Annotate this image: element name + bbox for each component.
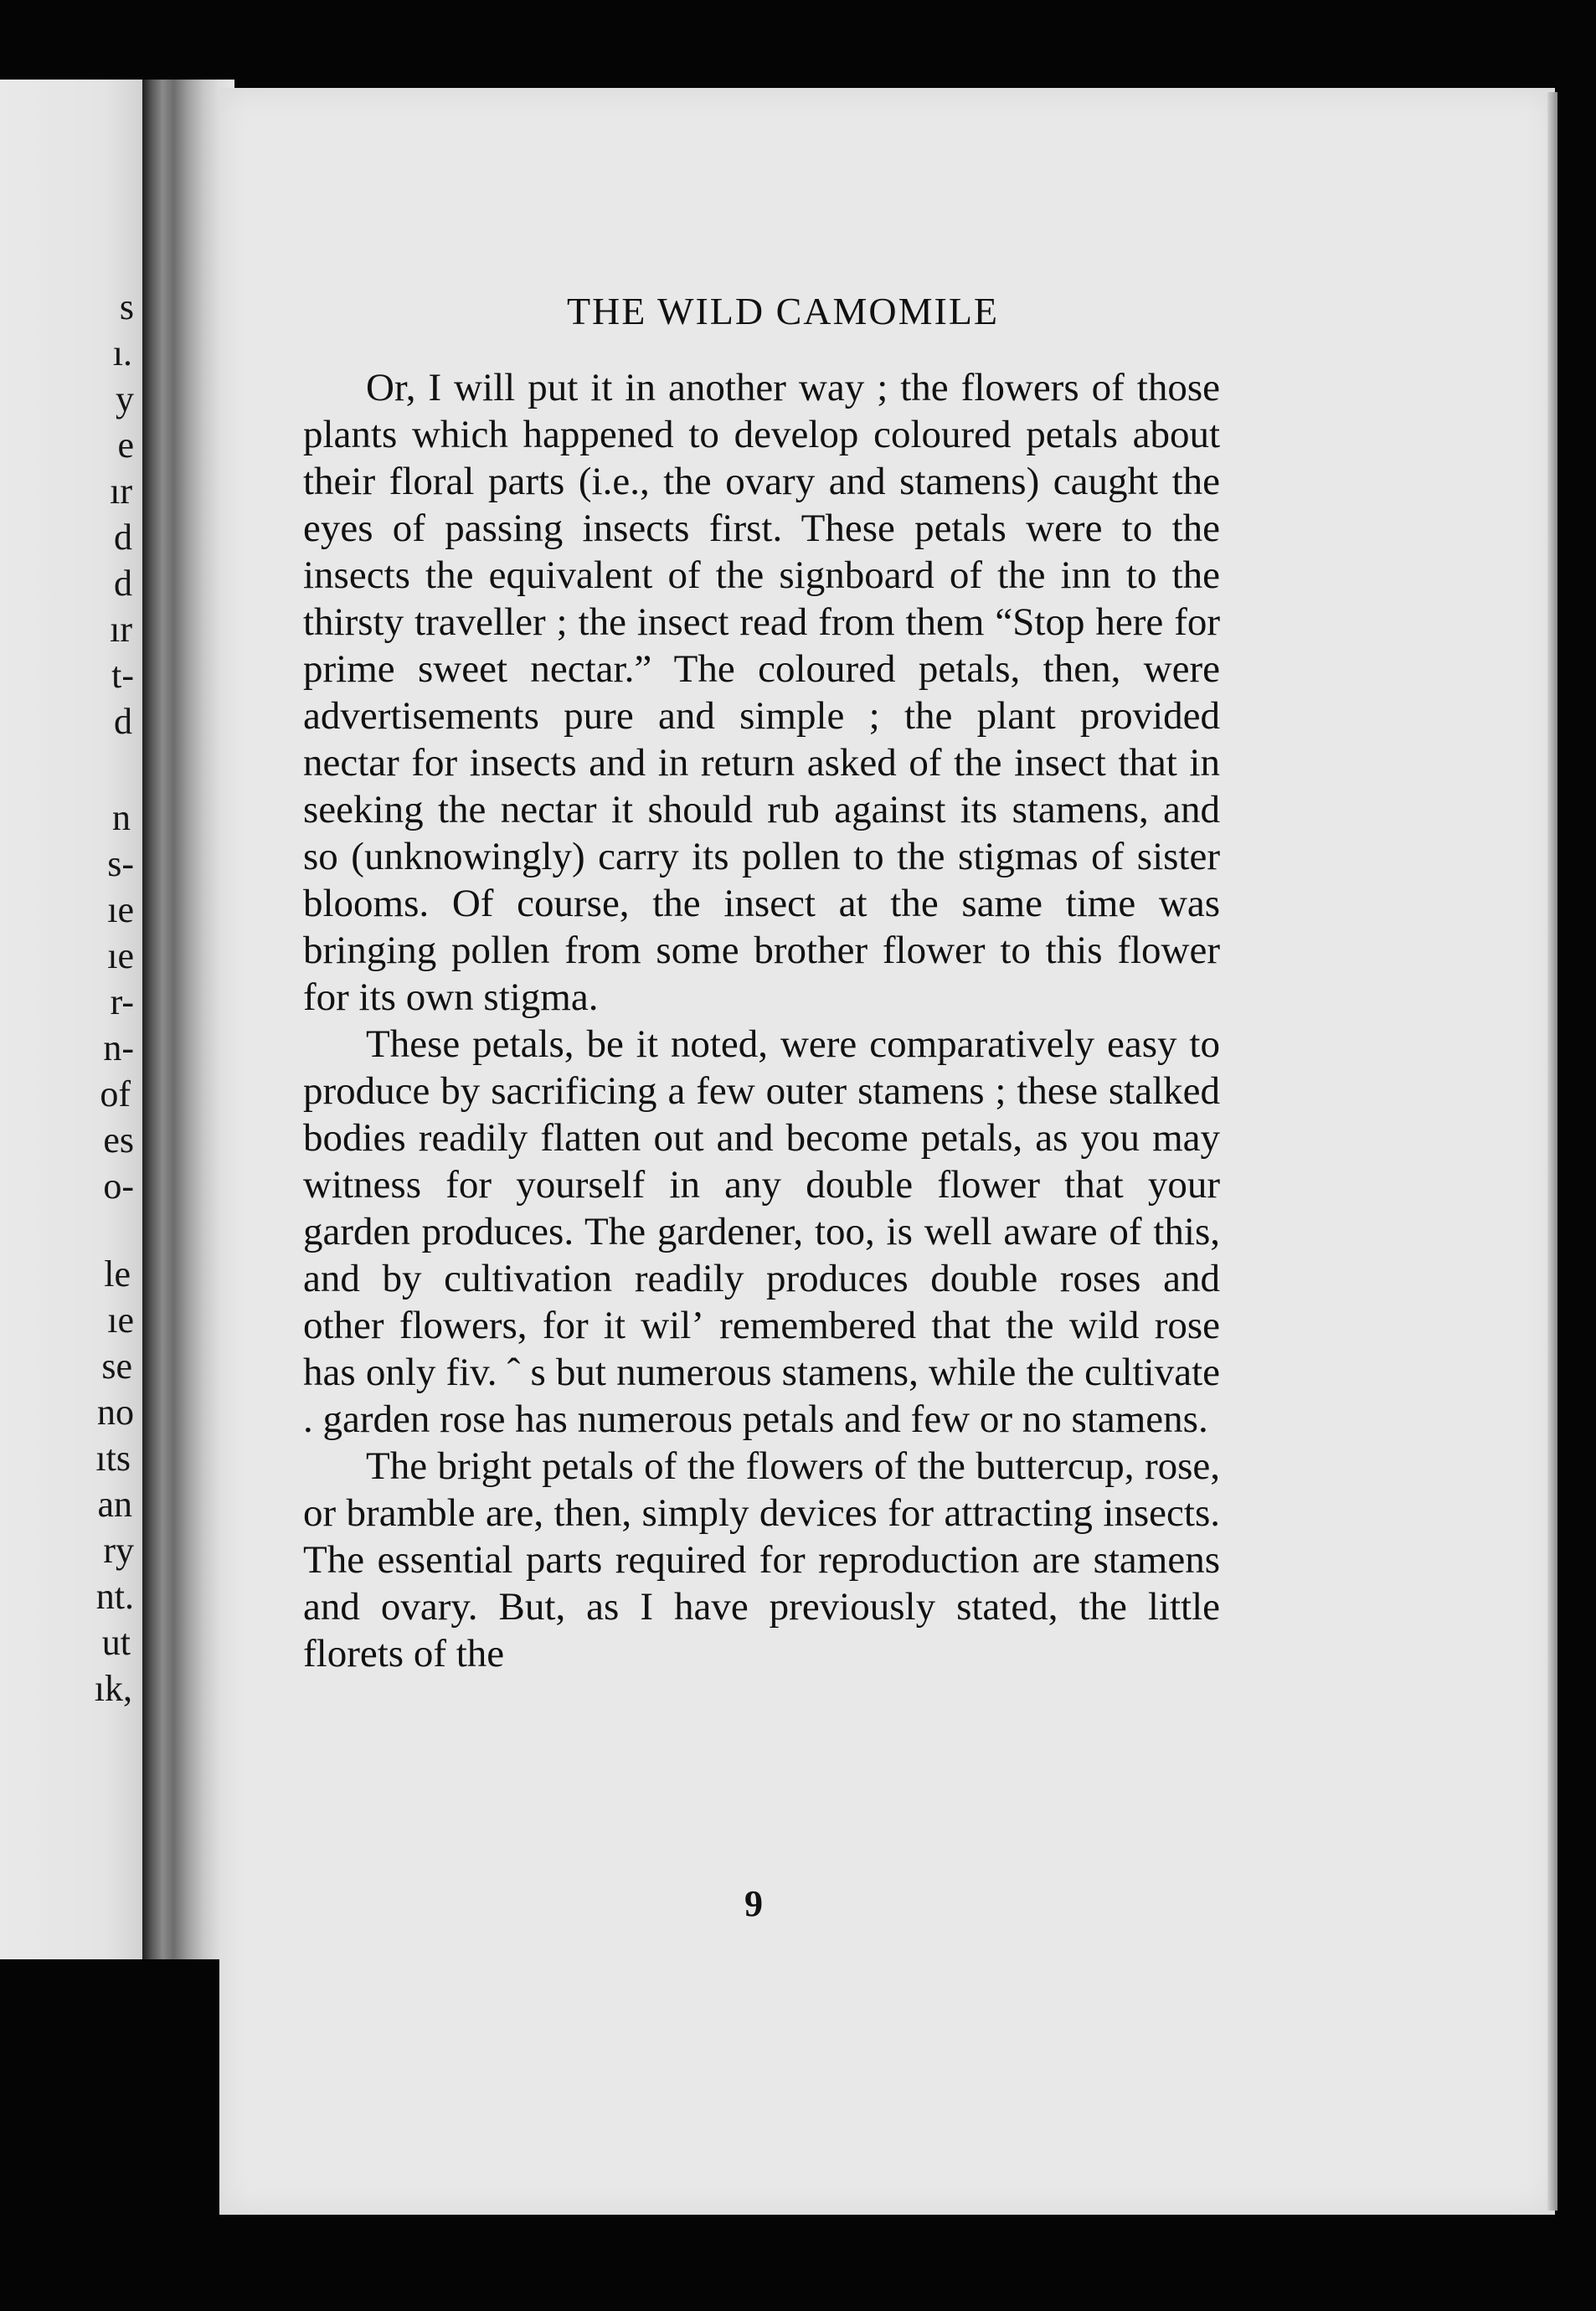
paragraph-1: Or, I will put it in another way ; the flowers of those plants which happened to develop coloured petals about their floral parts (i.e., the ovary and stamens) caught the eyes of passing insects first. These petals were to the insects the equivalent of the signboard of the inn to the thirsty traveller ; the insect read from them “Stop here for prime sweet nectar.” The coloured petals, then, were advertisements pure and simple ; the plant provided nectar for insects and in return asked of the insect that in seeking the nectar it should rub against its stamens, and so (unknowingly) carry its pollen to the stigmas of sister blooms. Of course, the insect at the same time was bringing pollen from some brother flower to this flower for its own stigma. (303, 366, 1220, 1019)
page-number: 9 (744, 1883, 763, 1924)
facing-page-fragment: ır (110, 609, 132, 650)
facing-page-fragment: r- (110, 981, 134, 1022)
facing-page-fragment: ry (103, 1530, 134, 1571)
facing-page-left (0, 80, 149, 1959)
facing-page-fragment: s- (107, 843, 134, 884)
facing-page-fragment: ıts (95, 1438, 131, 1479)
facing-page-fragment: ut (101, 1622, 131, 1663)
facing-page-fragment: ık, (94, 1668, 132, 1709)
facing-page-fragment: ı. (112, 332, 132, 373)
facing-page-fragment: o- (103, 1166, 134, 1207)
facing-page-fragment: d (114, 563, 132, 604)
facing-page-fragment: no (97, 1392, 134, 1433)
page-body-text (303, 364, 1220, 1677)
facing-page-fragment: t- (111, 655, 134, 696)
facing-page-fragment: d (114, 701, 132, 742)
paragraph-3: The bright petals of the flowers of the buttercup, rose, or bramble are, then, simply devices for attracting insects. The essential parts required for reproduction are stamens and ovary. But, as I have previously stated, the little florets of the (303, 1444, 1220, 1675)
facing-page-fragment: le (104, 1253, 131, 1294)
facing-page-fragment: of (100, 1073, 131, 1114)
running-head: THE WILD CAMOMILE (566, 290, 1000, 332)
facing-page-fragment: ıe (107, 889, 134, 930)
facing-page-fragment: ıe (107, 1300, 134, 1341)
facing-page-fragment: nt. (95, 1576, 134, 1617)
facing-page-fragment: es (103, 1119, 134, 1161)
facing-page-fragment: y (116, 378, 134, 419)
facing-page-fragment: e (117, 425, 134, 466)
facing-page-fragment: n (112, 797, 131, 838)
page-edge (1547, 92, 1557, 2211)
facing-page-line-ends (0, 80, 149, 1959)
facing-page-fragment: an (97, 1484, 132, 1525)
facing-page-fragment: se (101, 1346, 132, 1387)
facing-page-fragment: s (119, 286, 134, 327)
facing-page-fragment: ıe (107, 935, 134, 976)
facing-page-fragment: d (114, 517, 132, 558)
facing-page-fragment: n- (103, 1027, 134, 1068)
paragraph-2: These petals, be it noted, were comparatively easy to produce by sacrificing a few outer stamens ; these stalked bodies readily flatten out and become petals, as you may witness for yourself in any double flower that your garden produces. The gardener, too, is well aware of this, and by cultivation readily produces double roses and other flowers, for it wilʼ remembered that the wild rose has only fiv. ˆ s but numerous stamens, while the cultivate . garden rose has numerous petals and few or no stamens. (303, 1022, 1220, 1441)
facing-page-fragment: ır (110, 471, 132, 512)
